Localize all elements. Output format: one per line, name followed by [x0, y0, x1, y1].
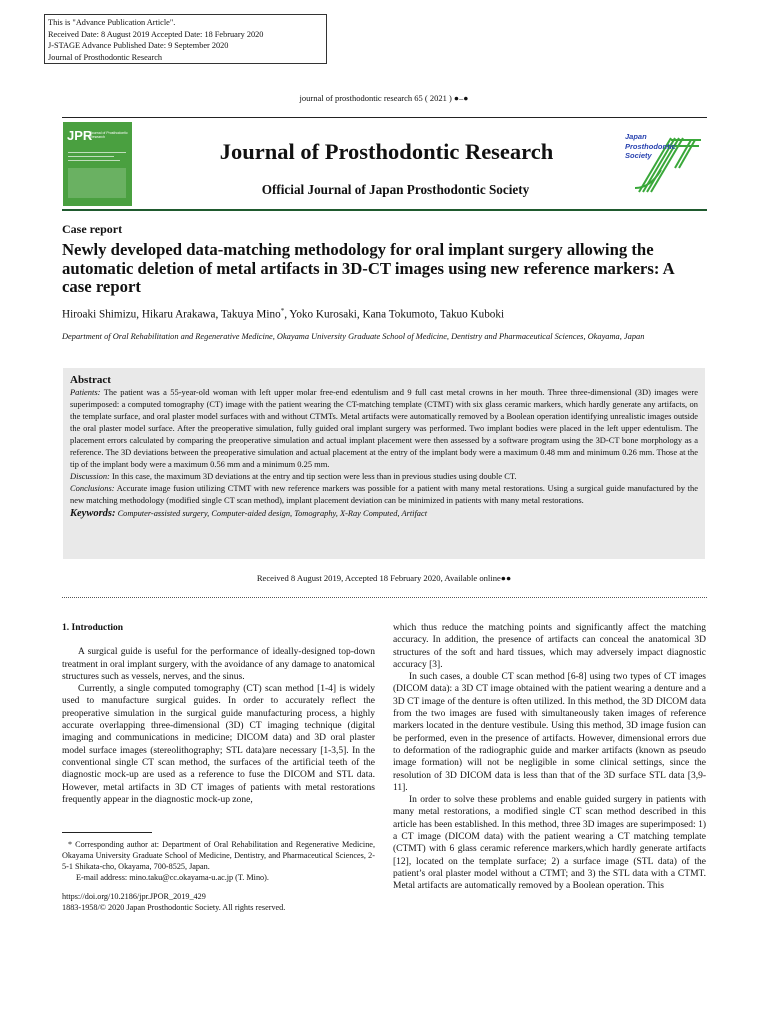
article-type: Case report: [62, 222, 123, 236]
paragraph: Currently, a single computed tomography (CT) scan method [1-4] is widely used to manufacture surgical guides. In order to accurately reflect the preoperative simulation in the surgical guide manufacturing process, a highly accurate overlapping three-dimensional (3D) CT imaging technique (digital imaging and communications in medicine; DICOM data) and 3D oral plaster model surface images (stereolithography; STL data)are necessary [1-3,5]. In the conventional single CT scan method, the surfaces of the artificial teeth of the diagnostic mock-up are used as a reference to fuse the DICOM and STL data. However, metal artifacts in 3D CT images of patients with metal restorations frequently appear in the diagnostic mock-up zone,: [62, 684, 375, 805]
paragraph: which thus reduce the matching points and significantly affect the matching accuracy. In addition, the presence of artifacts can conceal the anatomical 3D structures of the soft and hard tissues, which may adversely impact diagnostic accuracy [3].: [393, 623, 706, 670]
footnote: [62, 840, 375, 884]
conclusions-label: Conclusions:: [70, 482, 115, 493]
discussion-label: Discussion:: [70, 470, 110, 481]
left-column: [62, 622, 375, 806]
keywords: [70, 508, 698, 519]
corresponding-author: * Corresponding author at: Department of Oral Rehabilitation and Regenerative Medicine, Okayama University Graduate School of Medicine, Dentistry, and Pharmaceutical Sciences, 2-5-1 Shikata-cho, Okayama, 700-8525, Japan.: [62, 840, 375, 871]
advance-line-1: This is "Advance Publication Article".: [48, 18, 176, 27]
keywords-list: Computer-assisted surgery, Computer-aided design, Tomography, X-Ray Computed, Artifact: [115, 508, 428, 518]
journal-header: [62, 117, 707, 211]
section-heading: 1. Introduction: [62, 623, 124, 633]
running-header: journal of prosthodontic research 65 ( 2021 ) ●–●: [299, 93, 469, 103]
paragraph: A surgical guide is useful for the performance of ideally-designed top-down treatment in oral implant surgery, with the avoidance of any damage to anatomical structures such as vessels, nerves, and the sinus.: [62, 647, 375, 682]
advance-line-4: Journal of Prosthodontic Research: [48, 52, 163, 62]
affiliation: Department of Oral Rehabilitation and Regenerative Medicine, Okayama University Graduate School of Medicine, Dentistry and Pharmaceutical Sciences, Okayama, Japan: [62, 332, 645, 341]
copyright: 1883-1958/© 2020 Japan Prosthodontic Society. All rights reserved.: [62, 903, 286, 912]
patients-label: Patients:: [70, 387, 101, 397]
advance-line-3: J-STAGE Advance Published Date: 9 September 2020: [48, 41, 229, 50]
abstract-heading: Abstract: [70, 374, 111, 386]
article-title: Newly developed data-matching methodology for oral implant surgery allowing the automatic deletion of metal artifacts in 3D-CT images using new reference markers: A case report: [62, 240, 674, 296]
author-list: Hiroaki Shimizu, Hikaru Arakawa, Takuya Mino*, Yoko Kurosaki, Kana Tokumoto, Takuo Kuboki: [62, 307, 505, 321]
abstract-box: [63, 368, 705, 559]
dotted-divider: [62, 597, 707, 598]
paragraph: In such cases, a double CT scan method [6-8] using two types of CT images (DICOM data): a 3D CT image obtained with the patient wearing a denture and a 3D CT image of the denture is often utilized. In this method, the 3D DICOM data from the two images are fused with simultaneously taken images of reference markers located in the denture vestibule. Using this method, 3D image fusion can be performed, even in the presence of artifacts. However, dimensional errors due to deformation of the radiographic guide and marker artifacts (known as pseudo image formation) will not be negligible in some clinical settings, since the resolution of 3D DICOM data is less than that of the 3D surface STL data [3,9-11].: [393, 672, 706, 793]
keywords-label: Keywords:: [70, 507, 116, 519]
paragraph: In order to solve these problems and enable guided surgery in patients with many metal restorations, a modified single CT scan method described in this article has been established. In this method, three 3D images are superimposed: 1) a CT image (DICOM data) with the patient wearing a CT matching template (CTMT) with 6 glass ceramic reference markers,which hardly generate artifacts [12], located on the template surface; 2) a surface image (STL data) of the patient’s oral plaster model without a CTMT; and 3) the STL data with a CTMT. Metal artifacts are automatically removed by a Boolean operation. This: [393, 795, 706, 892]
society-logo-text: Japan Prosthodontic Society: [625, 132, 676, 160]
email-address: E-mail address: mino.taku@cc.okayama-u.ac.jp (T. Mino).: [76, 873, 269, 883]
advance-publication-box: [44, 14, 327, 64]
journal-subtitle: Official Journal of Japan Prosthodontic Society: [261, 182, 530, 197]
cover-abbrev: JPR: [67, 128, 93, 143]
abstract-text: Patients: The patient was a 55-year-old woman with left upper molar free-end edentulism and 9 full cast metal crowns in her mouth. Three three-dimensional (3D) images were superimposed: a computed tomography (CT) image with the patient wearing the CT-matching template (CTMT) with six glass ceramic markers, which hardly generate any artifacts, on the template surface, and oral plaster model surfaces with and without CTMTs. Metal artifacts were automatically removed by a Boolean operation identifying unrealistic images outside the oral plaster model surface. After the preoperative simulation, fully guided oral implant surgery was performed. Two implant bodies were placed in the left upper edentulism. The placement errors calculated by comparing the preoperative simulation and actual implant placement were then assessed by a software program using the 3D-CT bone morphology as a reference. The 3D deviations between the preoperative simulation and actual placement at the entry of the implant body were a maximum 0.48 mm and minimum 0.26 mm. Those at the tip of the implant body were a maximum 0.56 mm and a minimum 0.25 mm. Discussion: In this case, the maximum 3D deviations at the entry and tip section were less than in previous studies using double CT. Conclusions: Accurate image fusion utilizing CTMT with new reference markers was possible for a patient with many metal restorations. Using a surgical guide manufactured by the new matching methodology (modified single CT scan method), implant placement deviation can be minimized in patients with many metal restorations.: [70, 387, 698, 505]
corresponding-mark: *: [280, 307, 285, 315]
received-dates: Received 8 August 2019, Accepted 18 February 2020, Available online●●: [256, 573, 512, 583]
footnote-rule: [62, 832, 152, 833]
cover-subtitle: Journal of Prosthodontic Research: [90, 131, 128, 139]
journal-title: Journal of Prosthodontic Research: [219, 139, 554, 164]
right-column: [393, 622, 706, 893]
society-logo: [625, 130, 703, 196]
doi-block: [62, 891, 375, 913]
advance-line-2: Received Date: 8 August 2019 Accepted Date: 18 February 2020: [48, 29, 264, 39]
doi-link[interactable]: https://doi.org/10.2186/jpr.JPOR_2019_429: [62, 892, 206, 901]
